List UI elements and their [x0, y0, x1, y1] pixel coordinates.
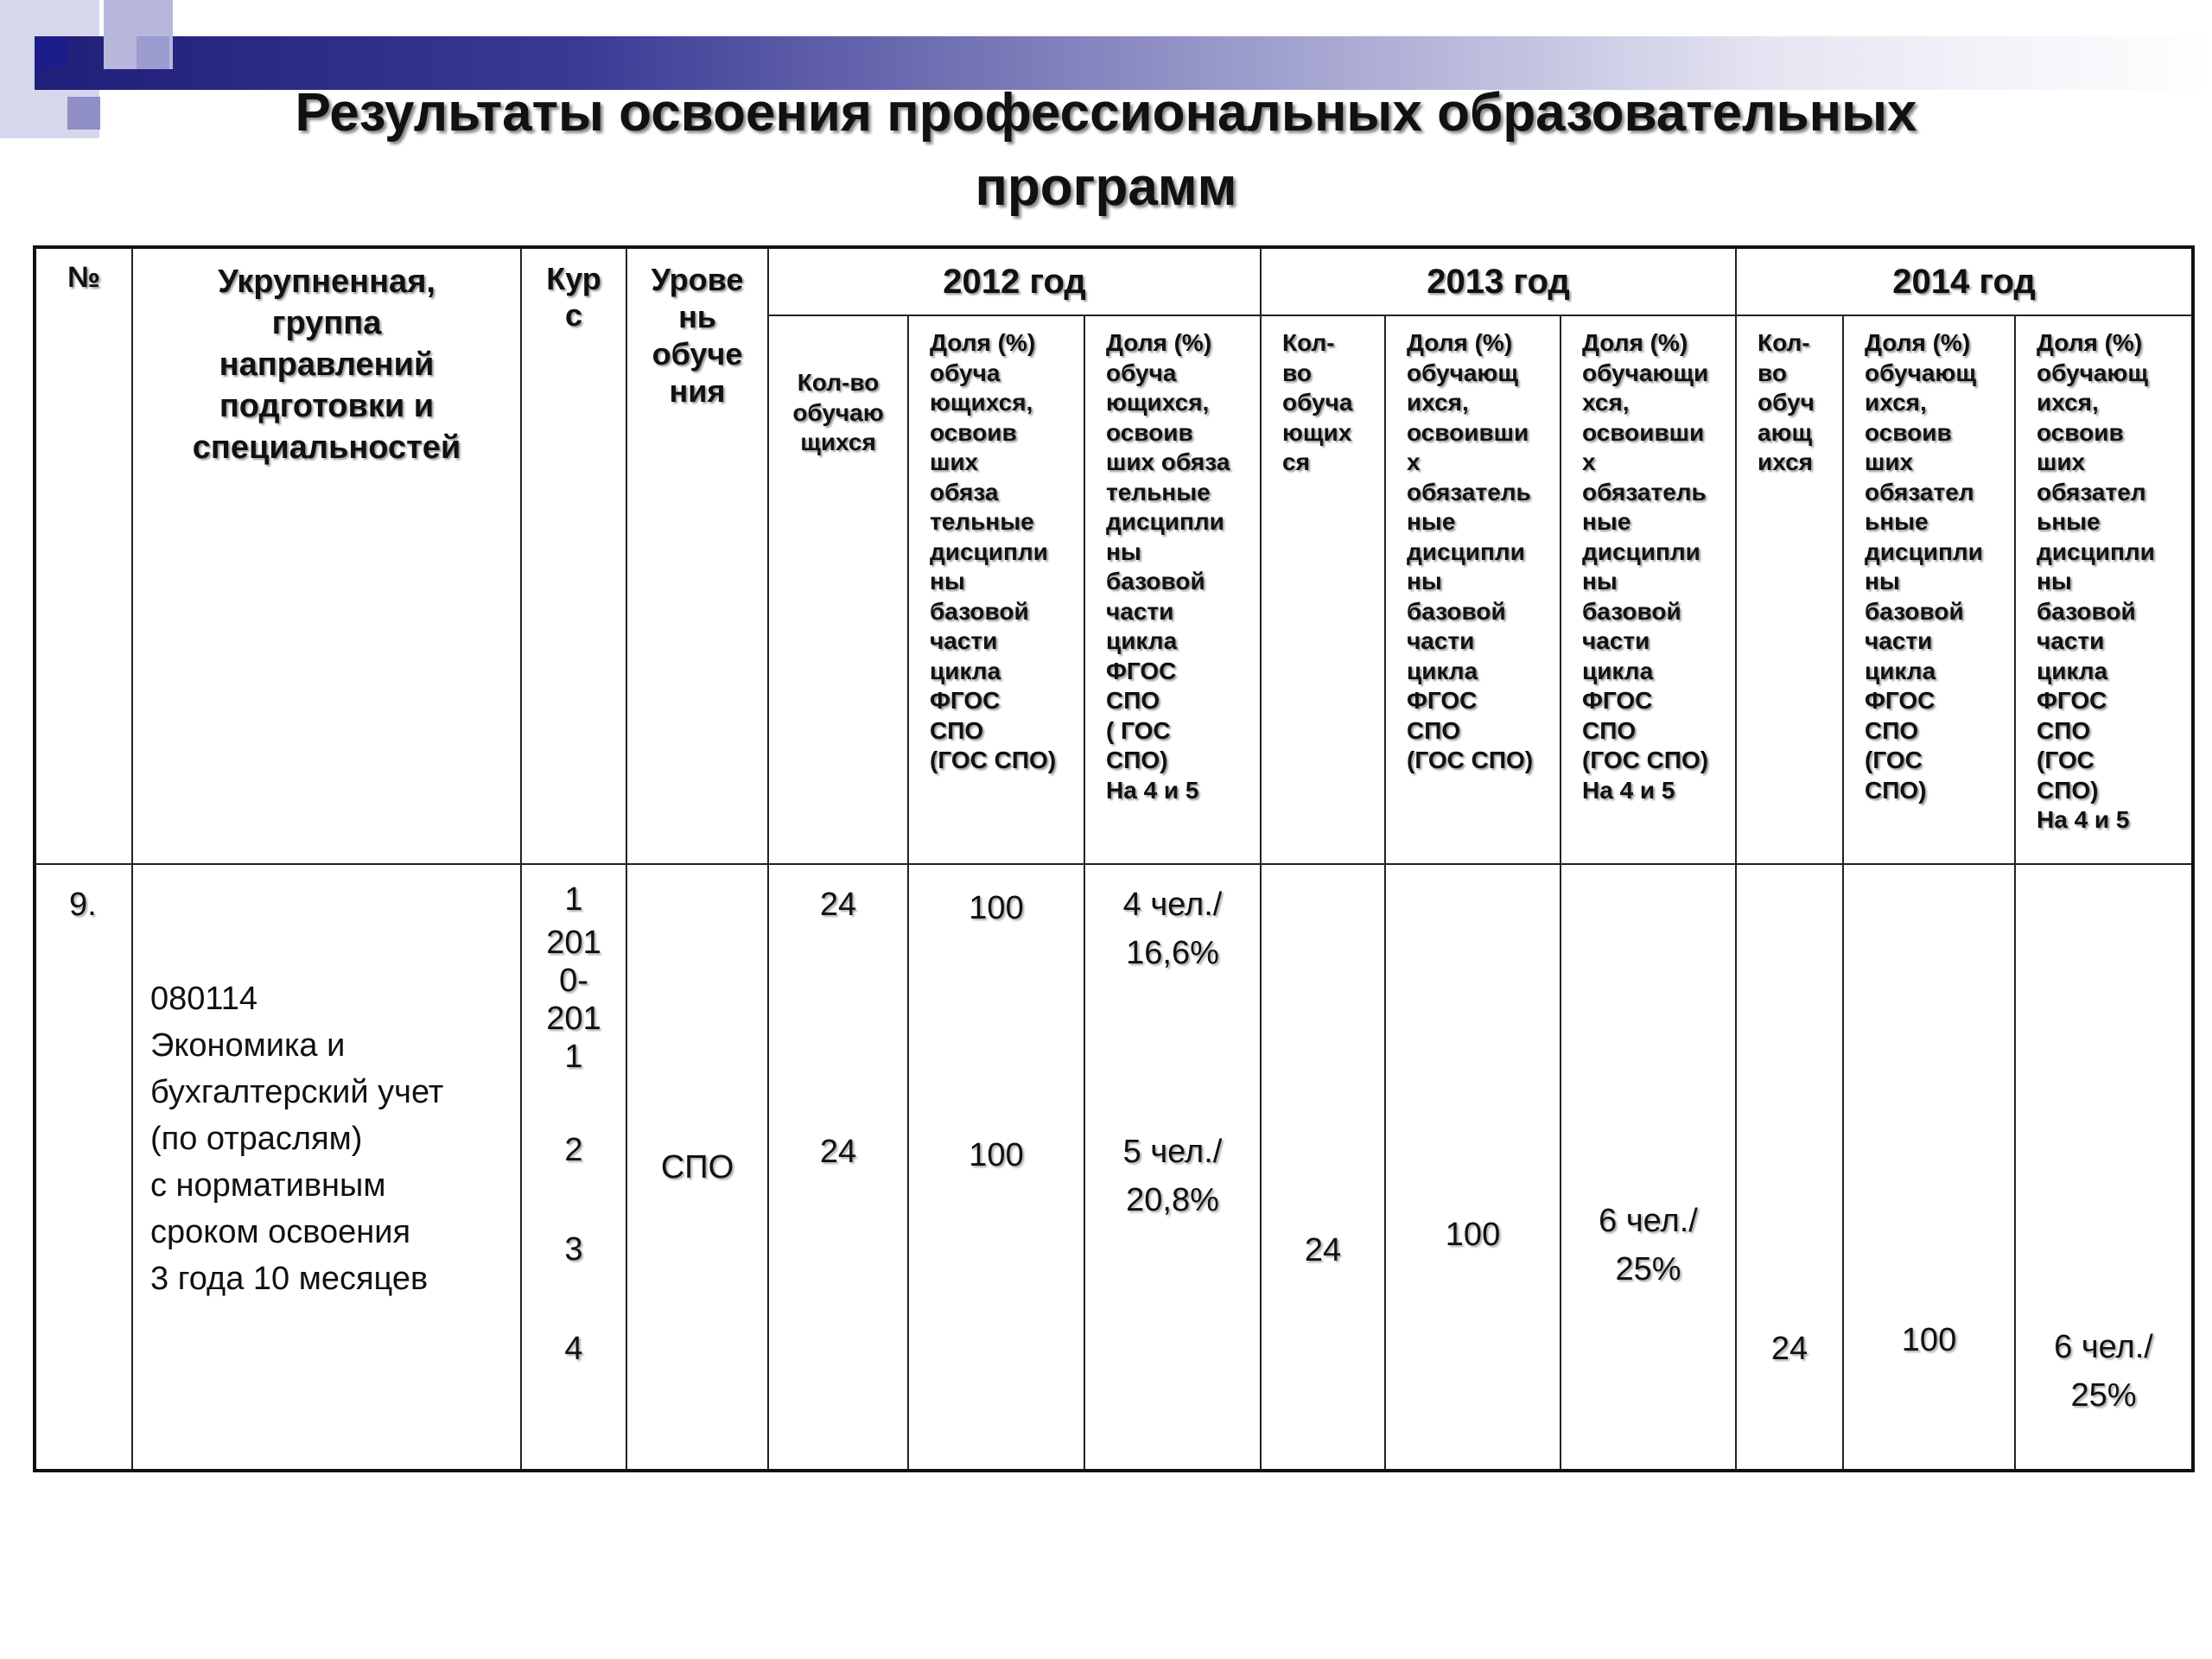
good-line: 5 чел./ [1122, 1134, 1223, 1170]
subheader-line: обяза [930, 478, 999, 505]
subheader-line: Кол- [1282, 329, 1335, 356]
subheader-line: ФГОС [1582, 687, 1653, 714]
course-year-line: 1 [564, 1039, 583, 1075]
subheader-line: дисципли [2037, 537, 2155, 565]
subheader-line: Кол- [1758, 329, 1810, 356]
share-2013: 100 [1445, 1217, 1501, 1253]
header-course-line: с [564, 297, 583, 333]
subheader-line: х [1582, 448, 1596, 475]
good-line: 6 чел./ [1599, 1203, 1698, 1239]
header-group-line: подготовки и [219, 388, 435, 424]
subheader-line: тельные [930, 508, 1034, 535]
subheader-line: ающ [1758, 418, 1813, 446]
row-number: 9. [69, 887, 97, 923]
header-group-line: группа [271, 305, 382, 341]
good-2012-course-2 [1085, 1128, 1260, 1224]
course-year-line: 201 [546, 1001, 601, 1037]
slide-title [0, 76, 2212, 225]
level-value: СПО [660, 1149, 734, 1185]
subheader-line: базовой [2037, 597, 2136, 625]
subheader-line: СПО [1407, 716, 1461, 744]
subheader-2014-good [2015, 315, 2193, 864]
subheader-line: ших [930, 448, 979, 475]
course-value: 4 [564, 1331, 583, 1367]
header-level-line: Урове [651, 262, 744, 297]
row-description-cell [132, 864, 521, 1471]
subheader-line: хся, [1582, 389, 1630, 416]
course-value: 2 [564, 1132, 583, 1168]
subheader-line: части [930, 627, 998, 654]
count-2014: 24 [1770, 1331, 1808, 1367]
subheader-line: Доля (%) [1582, 329, 1688, 356]
subheader-line: базовой [1582, 597, 1681, 625]
subheader-line: освоив [1865, 418, 1952, 446]
row-description [150, 976, 443, 1302]
subheader-line: ся [1282, 448, 1310, 475]
subheader-line: ные [1407, 508, 1456, 535]
deco-square-violet [137, 36, 169, 69]
subheader-line: ихся, [1407, 389, 1469, 416]
subheader-line: обуча [1282, 389, 1353, 416]
header-level-line: нь [678, 299, 716, 334]
subheader-line: Доля (%) [1106, 329, 1212, 356]
subheader-line: ихся [1758, 448, 1813, 475]
subheader-line: обуча [930, 359, 1001, 386]
course-years [522, 924, 626, 1076]
subheader-line: ны [930, 568, 965, 594]
header-course-line: Кур [546, 261, 601, 296]
course-year-line: 201 [546, 925, 601, 961]
subheader-line: СПО [1582, 716, 1637, 744]
header-group-line: специальностей [192, 429, 461, 466]
subheader-line: ших обяза [1106, 448, 1230, 475]
course-value: 1 [564, 881, 583, 918]
subheader-line: ших [1865, 448, 1914, 475]
subheader-line: На 4 и 5 [1582, 776, 1675, 804]
subheader-line: ФГОС [930, 687, 1001, 714]
subheader-line: во [1282, 359, 1312, 386]
description-line: с нормативным [150, 1167, 386, 1204]
subheader-line: СПО) [1865, 776, 1927, 804]
subheader-line: освоивши [1407, 418, 1529, 446]
subheader-line: щихся [800, 429, 876, 455]
header-row-years [35, 247, 2193, 315]
subheader-line: (ГОС [1865, 747, 1923, 773]
subheader-line: ны [1407, 568, 1442, 594]
count-2012-course-1: 24 [819, 887, 857, 923]
subheader-line: во [1758, 359, 1787, 386]
subheader-2012-count [768, 315, 908, 864]
share-2012-course-2: 100 [969, 1137, 1024, 1173]
header-group [132, 247, 521, 864]
good-2014 [2016, 1323, 2191, 1420]
subheader-line: ших [2037, 448, 2086, 475]
subheader-line: х [1407, 448, 1421, 475]
subheader-line: базовой [1106, 568, 1205, 594]
subheader-line: ющих [1282, 418, 1352, 446]
subheader-line: тельные [1106, 478, 1211, 505]
subheader-line: СПО [2037, 716, 2091, 744]
subheader-line: ьные [1865, 508, 1929, 535]
header-group-line: Укрупненная, [218, 264, 435, 300]
header-level-line: обуче [652, 336, 743, 372]
subheader-line: цикла [1407, 657, 1478, 684]
good-line: 4 чел./ [1122, 887, 1223, 923]
subheader-line: части [1865, 627, 1933, 654]
subheader-line: обучающи [1582, 359, 1709, 386]
subheader-line: ющихся, [1106, 389, 1210, 416]
row-2012-good-cell [1084, 864, 1261, 1471]
description-line: сроком освоения [150, 1214, 411, 1250]
row-2013-count-cell [1261, 864, 1385, 1471]
subheader-line: дисципли [1106, 508, 1224, 535]
subheader-line: обуча [1106, 359, 1177, 386]
row-2014-good-cell [2015, 864, 2193, 1471]
header-num: № [35, 247, 132, 864]
subheader-line: ющихся, [930, 389, 1033, 416]
course-value: 3 [564, 1231, 583, 1268]
subheader-line: обучающ [2037, 359, 2148, 386]
subheader-line: ФГОС [2037, 687, 2107, 714]
share-2014: 100 [1901, 1322, 1957, 1358]
title-line-1: Результаты освоения профессиональных образовательных [295, 83, 1917, 143]
subheader-line: обуч [1758, 389, 1815, 416]
results-table [33, 245, 2195, 1472]
header-level [626, 247, 768, 864]
subheader-line: части [1106, 597, 1174, 625]
good-line: 25% [1615, 1251, 1681, 1287]
subheader-line: (ГОС [2037, 747, 2094, 773]
good-line: 25% [2070, 1377, 2137, 1414]
subheader-line: части [2037, 627, 2105, 654]
good-line: 6 чел./ [2054, 1329, 2153, 1365]
description-line: бухгалтерский учет [150, 1074, 444, 1110]
subheader-2014-count [1736, 315, 1843, 864]
deco-square-dark [35, 36, 67, 69]
subheader-line: ФГОС [1407, 687, 1478, 714]
subheader-line: цикла [2037, 657, 2108, 684]
row-2012-count-cell [768, 864, 908, 1471]
subheader-line: цикла [1106, 627, 1178, 654]
header-year-2012: 2012 год [768, 247, 1261, 315]
subheader-line: (ГОС СПО) [1407, 747, 1534, 773]
subheader-2012-share [908, 315, 1084, 864]
subheader-line: обязатель [1407, 478, 1531, 505]
subheader-line: На 4 и 5 [2037, 806, 2130, 833]
subheader-line: обучающ [1865, 359, 1976, 386]
subheader-2013-good [1560, 315, 1736, 864]
description-line: Экономика и [150, 1027, 346, 1064]
good-2013 [1561, 1197, 1735, 1294]
subheader-line: ны [1865, 568, 1900, 594]
row-2014-count-cell [1736, 864, 1843, 1471]
subheader-line: Доля (%) [1407, 329, 1513, 356]
count-2012-course-2: 24 [819, 1134, 857, 1170]
header-level-line: ния [669, 373, 726, 409]
subheader-line: ихся, [1865, 389, 1927, 416]
subheader-line: Доля (%) [1865, 329, 1971, 356]
subheader-line: дисципли [1582, 537, 1700, 565]
subheader-line: базовой [1407, 597, 1506, 625]
row-2014-share-cell [1843, 864, 2015, 1471]
subheader-line: дисципли [930, 537, 1048, 565]
row-2013-good-cell [1560, 864, 1736, 1471]
subheader-2013-share [1385, 315, 1560, 864]
subheader-line: На 4 и 5 [1106, 776, 1199, 804]
subheader-2014-share [1843, 315, 2015, 864]
subheader-line: СПО) [2037, 776, 2099, 804]
subheader-line: СПО [930, 716, 984, 744]
row-2013-share-cell [1385, 864, 1560, 1471]
subheader-line: ( ГОС [1106, 716, 1171, 744]
subheader-line: (ГОС СПО) [1582, 747, 1709, 773]
header-course [521, 247, 626, 864]
subheader-line: СПО) [1106, 747, 1168, 773]
subheader-line: базовой [930, 597, 1029, 625]
subheader-line: СПО [1865, 716, 1919, 744]
subheader-line: цикла [1582, 657, 1654, 684]
subheader-line: обучающ [1407, 359, 1518, 386]
subheader-line: освоив [2037, 418, 2124, 446]
subheader-line: части [1407, 627, 1475, 654]
subheader-line: ны [1582, 568, 1618, 594]
row-num-cell [35, 864, 132, 1471]
subheader-line: ФГОС [1865, 687, 1936, 714]
row-level-cell [626, 864, 768, 1471]
subheader-line: Доля (%) [930, 329, 1036, 356]
subheader-line: ны [1106, 537, 1141, 565]
subheader-line: базовой [1865, 597, 1964, 625]
subheader-line: обязател [1865, 478, 1974, 505]
good-line: 20,8% [1126, 1182, 1219, 1218]
row-course-cell [521, 864, 626, 1471]
good-line: 16,6% [1126, 935, 1219, 971]
subheader-2013-count [1261, 315, 1385, 864]
title-line-2: программ [975, 157, 1237, 217]
subheader-line: Доля (%) [2037, 329, 2143, 356]
subheader-line: освоивши [1582, 418, 1705, 446]
header-group-line: направлений [219, 346, 435, 383]
count-2013: 24 [1304, 1232, 1342, 1268]
subheader-line: обучаю [792, 398, 884, 426]
subheader-2012-good [1084, 315, 1261, 864]
subheader-line: освоив [1106, 418, 1193, 446]
subheader-line: ихся, [2037, 389, 2099, 416]
description-line: 3 года 10 месяцев [150, 1261, 429, 1297]
header-year-2014: 2014 год [1736, 247, 2193, 315]
header-year-2013: 2013 год [1261, 247, 1736, 315]
description-line: 080114 [150, 981, 257, 1017]
description-line: (по отраслям) [150, 1121, 363, 1157]
subheader-line: ные [1582, 508, 1631, 535]
subheader-line: обязатель [1582, 478, 1707, 505]
subheader-line: ьные [2037, 508, 2101, 535]
row-2012-share-cell [908, 864, 1084, 1471]
good-2012-course-1 [1085, 880, 1260, 977]
subheader-line: цикла [1865, 657, 1936, 684]
subheader-line: части [1582, 627, 1650, 654]
subheader-line: цикла [930, 657, 1001, 684]
subheader-line: СПО [1106, 687, 1160, 714]
subheader-line: дисципли [1865, 537, 1983, 565]
subheader-line: ФГОС [1106, 657, 1177, 684]
subheader-line: дисципли [1407, 537, 1525, 565]
subheader-line: (ГОС СПО) [930, 747, 1057, 773]
subheader-line: ны [2037, 568, 2072, 594]
table-row [35, 864, 2193, 1471]
subheader-line: обязател [2037, 478, 2146, 505]
subheader-line: Кол-во [797, 369, 880, 396]
share-2012-course-1: 100 [969, 890, 1024, 926]
course-year-line: 0- [559, 963, 588, 999]
subheader-line: освоив [930, 418, 1017, 446]
